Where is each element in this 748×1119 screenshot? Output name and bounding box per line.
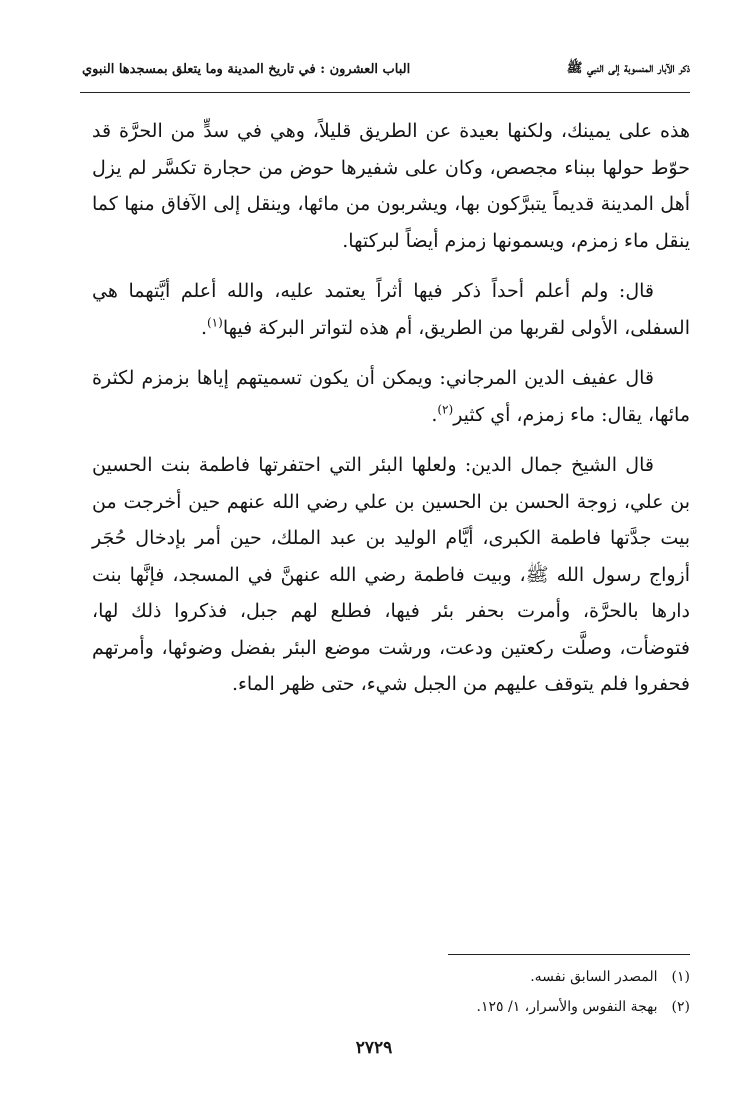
chapter-title: الباب العشرون : في تاريخ المدينة وما يتعلق بمسجدها النبوي bbox=[82, 61, 411, 77]
running-header bbox=[82, 56, 690, 82]
paragraph-3-end: . bbox=[431, 403, 438, 426]
header-divider bbox=[80, 92, 690, 93]
footnote-ref-1[interactable]: (١) bbox=[206, 315, 223, 330]
footnote-divider bbox=[448, 954, 690, 955]
paragraph-4-text: قال الشيخ جمال الدين: ولعلها البئر التي احتفرتها فاطمة بنت الحسين بن علي، زوجة الحسن بن الحسين بن علي رضي الله عنهم حين أخرجت من بيت جدَّتها فاطمة الكبرى، أيَّام الوليد بن عبد الملك، حين أمر بإدخال حُجَر أزواج رسول الله ﷺ، وبيت فاطمة رضي الله عنهنَّ في المسجد، فإنَّها بنت دارها بالحرَّة، وأمرت بحفر بئر فيها، فطلع لهم جبل، فذكروا ذلك لها، فتوضأت، وصلَّت ركعتين ودعت، ورشت موضع البئر بفضل وضوئها، وأمرتهم فحفروا فلم يتوقف عليهم من الجبل شيء، حتى ظهر الماء. bbox=[92, 454, 690, 695]
footnote-2 bbox=[300, 992, 690, 1022]
footnote-1 bbox=[300, 962, 690, 992]
page-number: ٢٧٢٩ bbox=[355, 1038, 393, 1058]
book-title: ذكر الآبار المنسوبة إلى النبي ﷺ bbox=[566, 60, 690, 76]
footnote-1-text: المصدر السابق نفسه. bbox=[530, 969, 658, 985]
paragraph-2-end: . bbox=[200, 316, 207, 339]
paragraph-3 bbox=[92, 360, 690, 433]
paragraph-3-text: قال عفيف الدين المرجاني: ويمكن أن يكون تسميتهم إياها بزمزم لكثرة مائها، يقال: ماء زمزم، أي كثير bbox=[92, 367, 690, 426]
footnotes bbox=[300, 962, 690, 1022]
footnote-2-text: بهجة النفوس والأسرار، ١/ ١٢٥. bbox=[476, 999, 658, 1015]
main-text bbox=[92, 113, 690, 717]
footnote-1-number: (١) bbox=[671, 969, 690, 985]
paragraph-2 bbox=[92, 273, 690, 346]
paragraph-1 bbox=[92, 113, 690, 259]
footnote-2-number: (٢) bbox=[671, 999, 690, 1015]
paragraph-2-text: قال: ولم أعلم أحداً ذكر فيها أثراً يعتمد عليه، والله أعلم أيَّتهما هي السفلى، الأولى لقربها من الطريق، أم هذه لتواتر البركة فيها bbox=[92, 280, 690, 339]
paragraph-1-text: هذه على يمينك، ولكنها بعيدة عن الطريق قليلاً، وهي في سدٍّ من الحرَّة قد حوّط حولها ببناء مجصص، وكان على شفيرها حوض من حجارة تكسَّر لم يزل أهل المدينة قديماً يتبرَّكون بها، ويشربون من مائها، وينقل إلى الآفاق منها كما ينقل ماء زمزم، ويسمونها زمزم أيضاً لبركتها. bbox=[92, 120, 690, 252]
footnote-ref-2[interactable]: (٢) bbox=[437, 402, 454, 417]
paragraph-4 bbox=[92, 447, 690, 703]
